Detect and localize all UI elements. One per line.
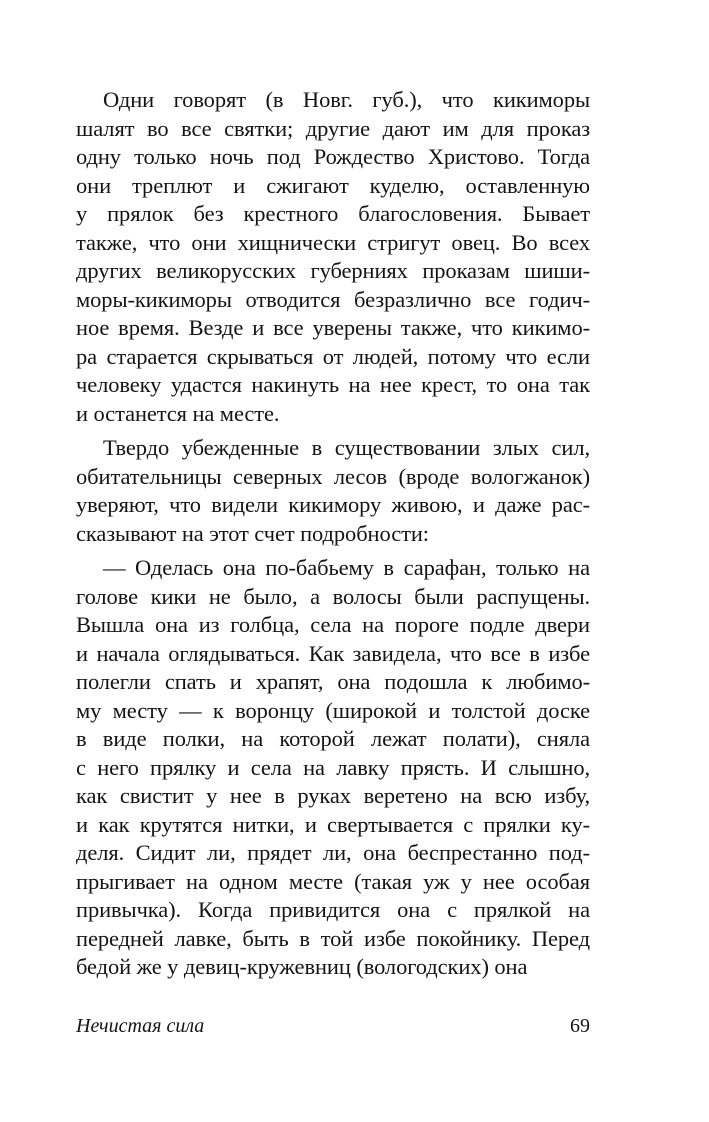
text-line: голове кики не было, а волосы были распущены. — [76, 583, 590, 609]
text-line: у прялок без крестного благословения. Бывает — [76, 201, 590, 226]
text-line: обитательницы северных лесов (вроде вологжанок) — [76, 463, 590, 489]
text-line: одну только ночь под Рождество Христово. Тогда — [76, 144, 590, 169]
paragraph — [76, 86, 590, 428]
text-line: уверяют, что видели кикимору живою, и даже рас- — [76, 492, 590, 517]
text-line: и начала оглядываться. Как завидела, что все в избе — [76, 640, 590, 666]
text-line: человеку удастся накинуть на нее крест, то она так — [76, 372, 590, 397]
text-line: ное время. Везде и все уверены также, что кикимо- — [76, 315, 590, 340]
text-line: Вышла она из голбца, села на пороге подле двери — [76, 612, 590, 637]
paragraph — [76, 434, 590, 548]
text-line: привычка). Когда привидится она с прялкой на — [76, 897, 590, 922]
text-line: Одни говорят (в Новг. губ.), что кикиморы — [103, 87, 590, 112]
text-line: моры-кикиморы отводится безразлично все годич- — [76, 286, 590, 312]
text-line: полегли спать и храпят, она подошла к любимо- — [76, 669, 590, 694]
text-line: также, что они хищнически стригут овец. Во всех — [76, 229, 590, 255]
text-line: — Оделась она по-бабьему в сарафан, только на — [103, 555, 590, 580]
running-footer-title: Нечистая сила — [76, 1015, 205, 1037]
text-line: они треплют и сжигают куделю, оставленную — [76, 172, 590, 198]
text-line: и как крутятся нитки, и свертывается с прялки ку- — [76, 811, 590, 837]
text-line: в виде полки, на которой лежат полати), сняла — [76, 726, 590, 751]
text-line: му месту — к воронцу (широкой и толстой доске — [76, 697, 590, 723]
text-line: ра старается скрываться от людей, потому что если — [76, 343, 590, 369]
text-line: Твердо убежденные в существовании злых сил, — [103, 435, 590, 460]
body-text — [76, 86, 590, 982]
text-line: прыгивает на одном месте (такая уж у нее особая — [76, 868, 590, 894]
text-line: шалят во все святки; другие дают им для проказ — [76, 115, 590, 141]
text-line: и останется на месте. — [76, 400, 280, 426]
text-line: деля. Сидит ли, прядет ли, она беспрестанно под- — [76, 840, 590, 865]
text-line: сказывают на этот счет подробности: — [76, 520, 429, 546]
paragraph — [76, 554, 590, 982]
text-line: бедой же у девиц-кружевниц (вологодских) она — [76, 954, 528, 979]
text-line: других великорусских губерниях проказам шиши- — [76, 258, 590, 283]
page-number: 69 — [570, 1015, 590, 1037]
text-line: как свистит у нее в руках веретено на всю избу, — [76, 783, 590, 808]
text-line: с него прялку и села на лавку прясть. И слышно, — [76, 754, 590, 780]
text-line: передней лавке, быть в той избе покойнику. Перед — [76, 925, 590, 951]
